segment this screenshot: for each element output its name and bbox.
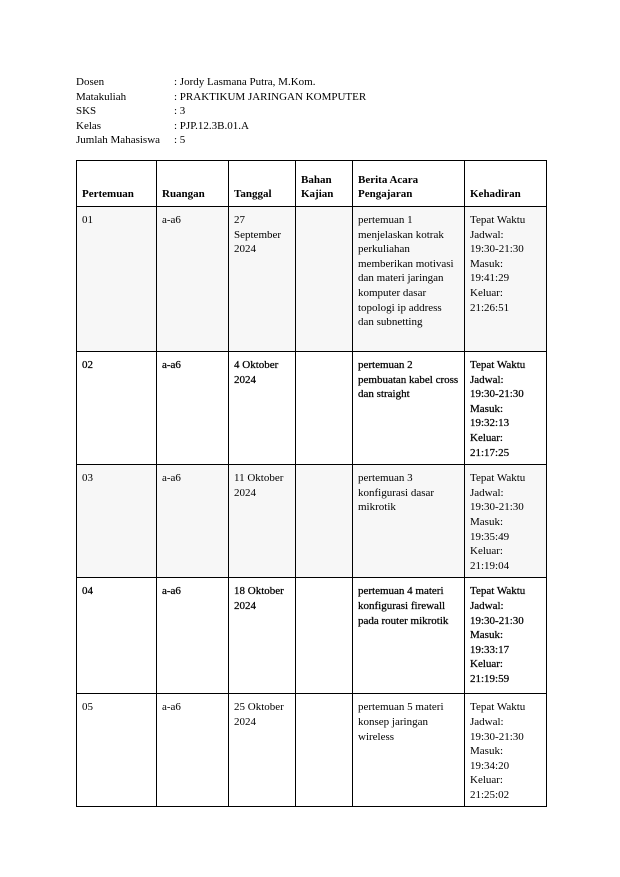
attendance-line: Jadwal: [470, 599, 504, 612]
attendance-line: 19:30-21:30 [470, 243, 524, 256]
cell-bahan-kajian [296, 694, 353, 807]
attendance-line: 19:34:20 [470, 759, 510, 772]
attendance-line: 19:30-21:30 [470, 501, 524, 514]
cell-berita-acara: pertemuan 2 pembuatan kabel cross dan straight [353, 352, 465, 465]
header-ruangan: Ruangan [157, 161, 229, 207]
cell-pertemuan: 01 [77, 207, 157, 352]
attendance-line: 19:30-21:30 [470, 388, 524, 401]
attendance-line: Tepat Waktu [470, 472, 526, 485]
table-row [77, 465, 547, 578]
attendance-line: Tepat Waktu [470, 585, 526, 598]
table-row [77, 694, 547, 807]
cell-kehadiran [465, 352, 547, 465]
cell-berita-acara: pertemuan 3 konfigurasi dasar mikrotik [353, 465, 465, 578]
info-value: : Jordy Lasmana Putra, M.Kom. [174, 76, 316, 88]
info-value: : PJP.12.3B.01.A [174, 119, 249, 132]
attendance-line: Jadwal: [470, 373, 504, 386]
table-row [77, 578, 547, 694]
cell-ruangan: a-a6 [157, 352, 229, 465]
attendance-line: Tepat Waktu [470, 359, 526, 371]
cell-bahan-kajian [296, 578, 353, 694]
info-value: : 3 [174, 105, 186, 118]
attendance-line: 19:41:29 [470, 272, 510, 285]
cell-pertemuan: 03 [77, 465, 157, 578]
cell-pertemuan: 04 [77, 578, 157, 694]
header-bahan-kajian: Bahan Kajian [296, 161, 353, 207]
attendance-line: Keluar: [470, 286, 503, 299]
cell-bahan-kajian [296, 465, 353, 578]
attendance-line: 19:30-21:30 [470, 614, 524, 627]
header-berita-acara: Berita Acara Pengajaran [353, 161, 465, 207]
course-info [76, 75, 366, 148]
attendance-line: 19:33:17 [470, 643, 510, 656]
info-label: Dosen [76, 76, 105, 88]
attendance-line: Keluar: [470, 658, 503, 671]
attendance-line: 21:17:25 [470, 446, 510, 459]
attendance-line: 19:35:49 [470, 530, 510, 543]
attendance-line: Tepat Waktu [470, 701, 526, 714]
attendance-table [76, 160, 547, 807]
table-header-row [77, 161, 547, 207]
attendance-line: 21:19:59 [470, 672, 510, 685]
attendance-line: Masuk: [470, 745, 503, 758]
info-value: : 5 [174, 134, 186, 147]
cell-pertemuan: 02 [77, 352, 157, 465]
cell-kehadiran [465, 578, 547, 694]
attendance-line: 21:19:04 [470, 559, 510, 572]
info-row-jumlah-mahasiswa [76, 133, 366, 148]
info-row-kelas [76, 119, 366, 134]
attendance-line: Masuk: [470, 515, 503, 528]
attendance-line: 19:30-21:30 [470, 730, 524, 743]
attendance-line: Keluar: [470, 774, 503, 787]
attendance-line: Keluar: [470, 431, 503, 444]
attendance-line: 21:26:51 [470, 301, 510, 314]
info-label: SKS [76, 105, 97, 118]
table-body [77, 207, 547, 807]
info-row-sks [76, 104, 366, 119]
attendance-line: Keluar: [470, 545, 503, 558]
attendance-line: Jadwal: [470, 715, 504, 728]
cell-pertemuan: 05 [77, 694, 157, 807]
header-kehadiran: Kehadiran [465, 161, 547, 207]
cell-ruangan: a-a6 [157, 207, 229, 352]
attendance-line: 19:32:13 [470, 417, 510, 430]
cell-ruangan: a-a6 [157, 694, 229, 807]
attendance-line: Jadwal: [470, 228, 504, 241]
info-label: Jumlah Mahasiswa [76, 134, 161, 147]
info-row-dosen [76, 75, 366, 90]
cell-kehadiran [465, 207, 547, 352]
cell-ruangan: a-a6 [157, 465, 229, 578]
header-tanggal: Tanggal [229, 161, 296, 207]
cell-kehadiran [465, 694, 547, 807]
table-row [77, 352, 547, 465]
cell-tanggal: 4 Oktober 2024 [229, 352, 296, 465]
cell-berita-acara: pertemuan 1 menjelaskan kotrak perkuliahan memberikan motivasi dan materi jaringan komputer dasar topologi ip address dan subnetting [353, 207, 465, 352]
table-row [77, 207, 547, 352]
attendance-line: Tepat Waktu [470, 214, 526, 226]
cell-tanggal: 25 Oktober 2024 [229, 694, 296, 807]
info-row-matakuliah [76, 90, 366, 105]
attendance-line: Masuk: [470, 402, 503, 415]
info-label: Matakuliah [76, 90, 127, 103]
attendance-line: Jadwal: [470, 486, 504, 499]
header-pertemuan: Pertemuan [77, 161, 157, 207]
cell-ruangan: a-a6 [157, 578, 229, 694]
cell-berita-acara: pertemuan 5 materi konsep jaringan wireless [353, 694, 465, 807]
info-label: Kelas [76, 119, 102, 132]
cell-bahan-kajian [296, 352, 353, 465]
cell-tanggal: 27 September 2024 [229, 207, 296, 352]
attendance-line: Masuk: [470, 629, 503, 642]
info-value: : PRAKTIKUM JARINGAN KOMPUTER [174, 90, 367, 103]
cell-tanggal: 18 Oktober 2024 [229, 578, 296, 694]
cell-kehadiran [465, 465, 547, 578]
attendance-line: 21:25:02 [470, 788, 510, 801]
attendance-line: Masuk: [470, 257, 503, 270]
cell-berita-acara: pertemuan 4 materi konfigurasi firewall pada router mikrotik [353, 578, 465, 694]
cell-tanggal: 11 Oktober 2024 [229, 465, 296, 578]
cell-bahan-kajian [296, 207, 353, 352]
